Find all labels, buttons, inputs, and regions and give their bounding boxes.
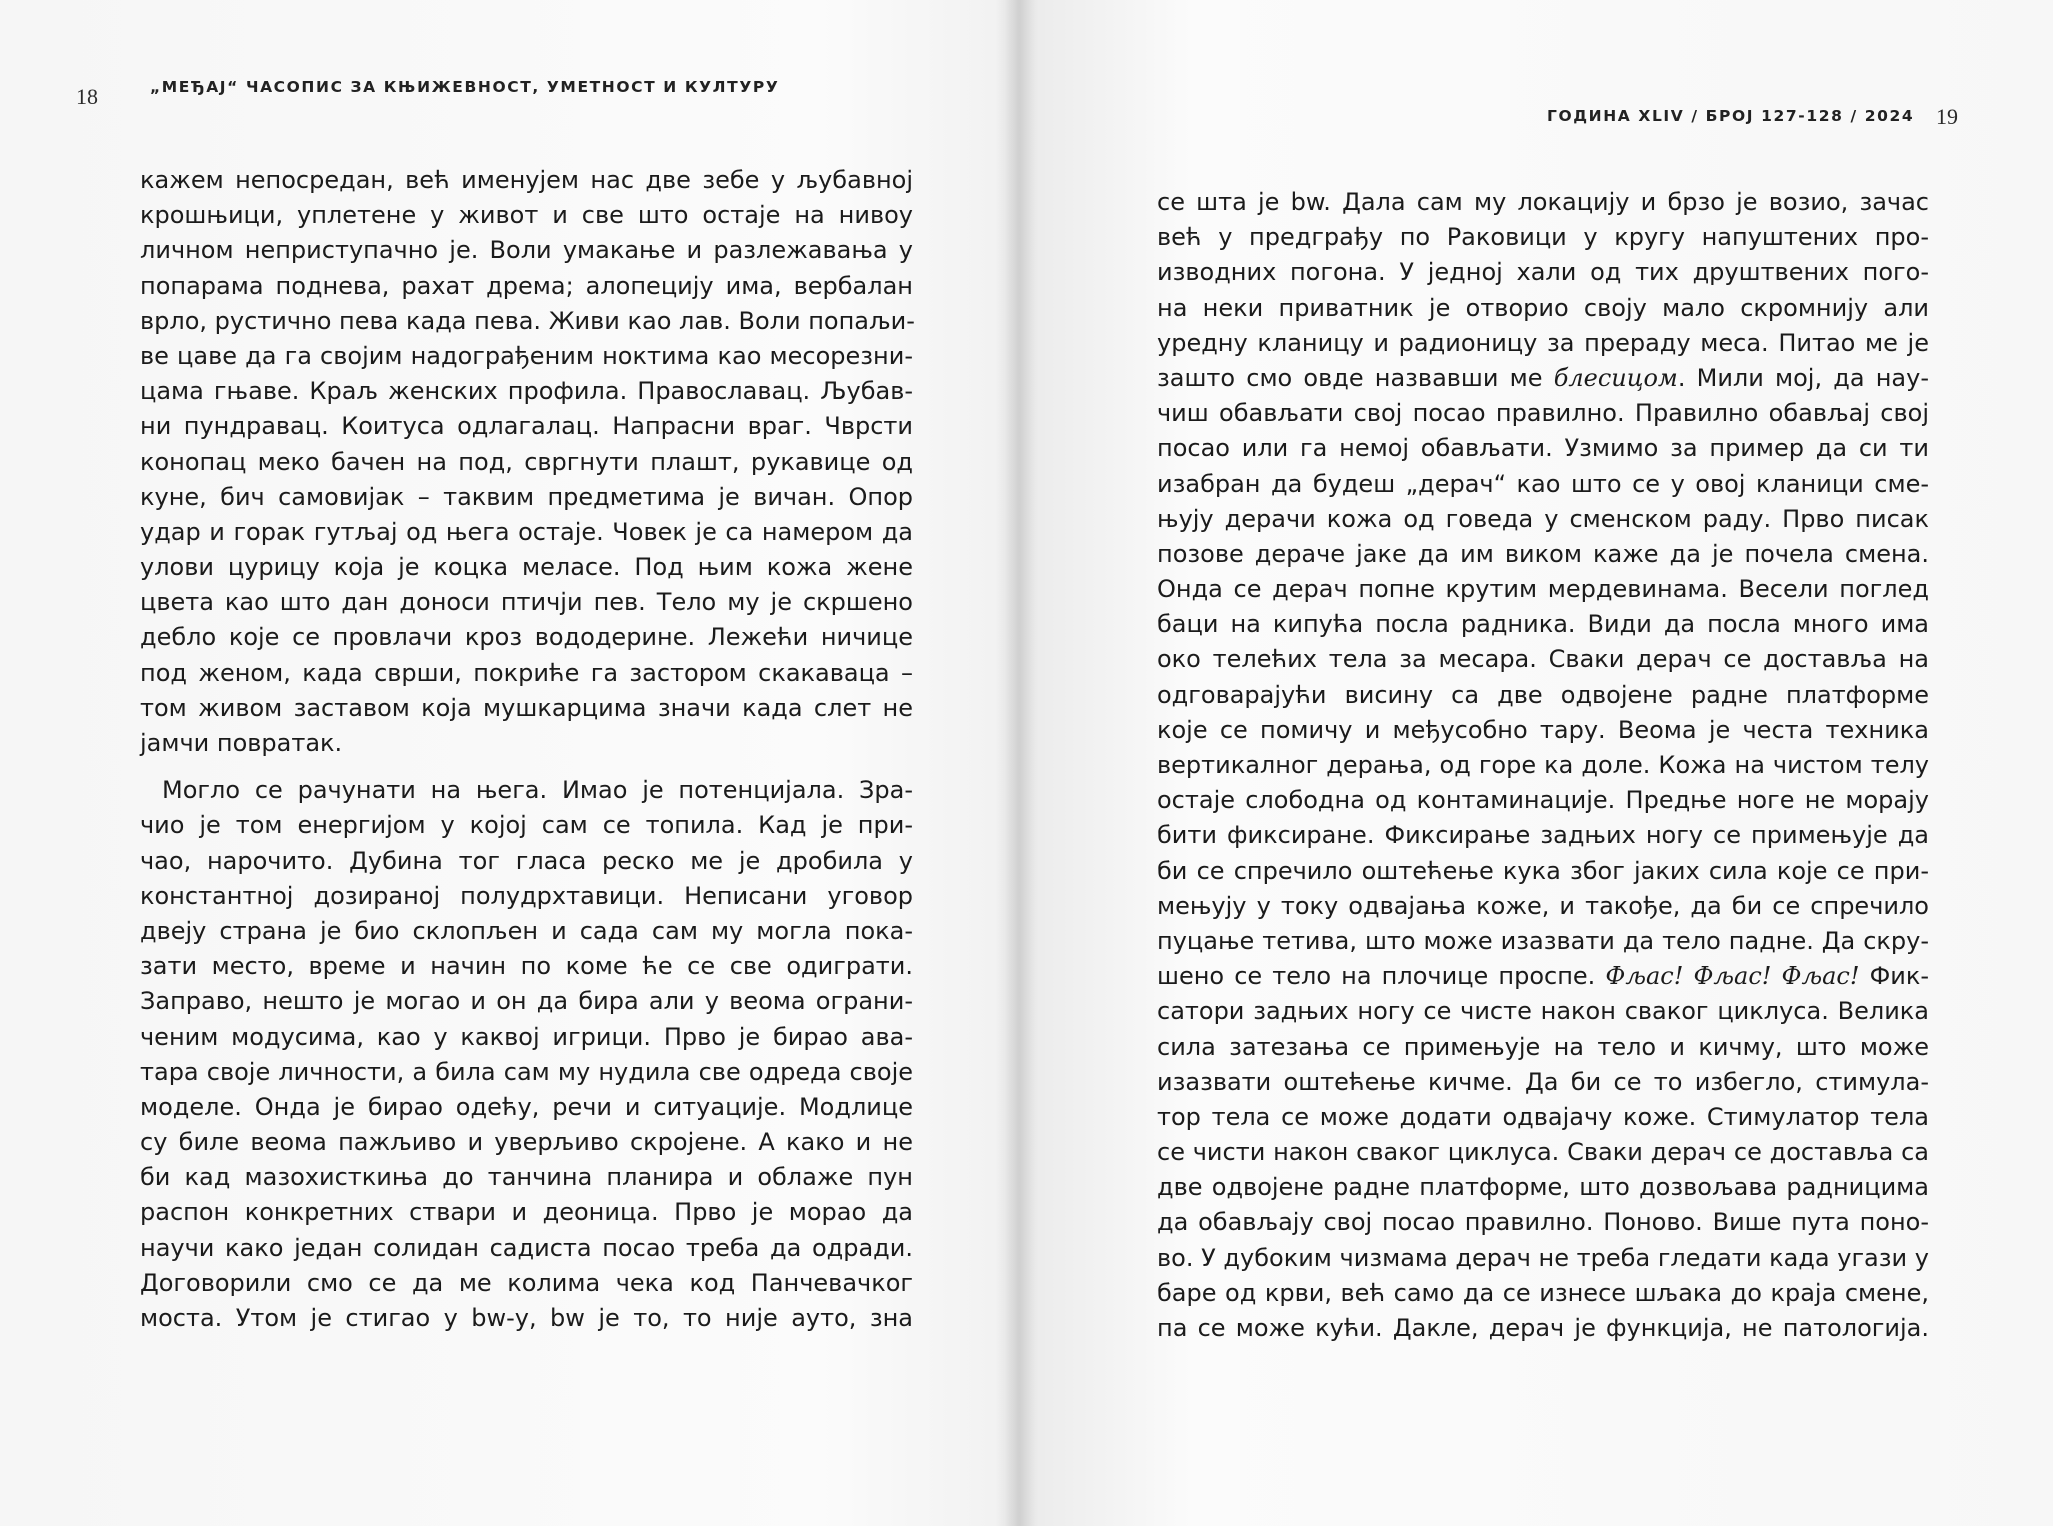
text-line: ни пундравац. Коитуса одлагалац. Напрасни враг. Чврсти: [140, 412, 913, 441]
text-line: [1157, 959, 1929, 994]
text-line: би се спречило оштећење кука због јаких сила које се при-: [1157, 856, 1929, 885]
text-line: сатори задњих ногу се чисте након сваког циклуса. Велика: [1157, 997, 1929, 1026]
italic-text-run: блесицом: [1553, 363, 1678, 392]
left-page-number: 18: [76, 84, 98, 109]
text-line: чиш обављати свој посао правилно. Правилно обављај свој: [1157, 399, 1929, 428]
text-line: изабран да будеш „дерач“ као што се у овој кланици сме-: [1157, 469, 1929, 498]
text-line: мењују у току одвајања коже, и такође, да би се спречило: [1157, 891, 1929, 920]
text-line: дебло које се провлачи кроз вододерине. Лежећи ничице: [140, 623, 913, 652]
text-line: на неки приватник је отворио своју мало скромнију али: [1157, 293, 1929, 322]
text-line: које се помичу и међусобно тару. Веома је честа техника: [1157, 715, 1929, 744]
text-line: око телећих тела за месара. Сваки дерач се доставља на: [1157, 645, 1929, 674]
text-line: Онда се дерач попне крутим мердевинама. Весели поглед: [1157, 575, 1929, 604]
text-line: под женом, када сврши, покриће га застором скакаваца –: [140, 658, 913, 687]
text-line: ченим модусима, као у каквој игрици. Прво је бирао ава-: [140, 1022, 913, 1051]
text-line: цвета као што дан доноси птичји пев. Тело му је скршено: [140, 588, 913, 617]
text-line: удар и горак гутљај од њега остаје. Човек је са намером да: [140, 517, 913, 546]
text-line: вертикалног дерања, од горе ка доле. Кожа на чистом телу: [1157, 751, 1929, 779]
right-page-number: 19: [1936, 104, 1958, 129]
text-line: су биле веома пажљиво и уверљиво скројене. А како и не: [140, 1128, 913, 1157]
text-line: Заправо, нешто је могао и он да бира али у веома ограни-: [140, 987, 913, 1016]
text-line: распон конкретних ствари и деоница. Прво је морао да: [140, 1198, 913, 1227]
left-page-body: [140, 163, 913, 1336]
text-line: остаје слободна од контаминације. Предње ноге не морају: [1157, 786, 1929, 815]
text-line: чио је том енергијом у којој сам се топила. Кад је при-: [140, 811, 913, 840]
text-line: куне, бич самовијак – таквим предметима је вичан. Опор: [140, 482, 913, 511]
text-line: изводних погона. У једној хали од тих друштвених пого-: [1157, 258, 1929, 287]
text-line: бити фиксиране. Фиксирање задњих ногу се примењује да: [1157, 821, 1929, 850]
text-line: њују дерачи кожа од говеда у сменском раду. Прво писак: [1157, 504, 1929, 533]
text-line: кажем непосредан, већ именујем нас две зебе у љубавној: [140, 166, 913, 194]
text-line: Могло се рачунати на њега. Имао је потенцијала. Зра-: [162, 776, 913, 805]
text-line: баци на кипућа посла радника. Види да посла много има: [1157, 610, 1929, 639]
text-line: посао или га немој обављати. Узмимо за пример да си ти: [1157, 434, 1929, 463]
text-line: Договорили смо се да ме колима чека код Панчевачког: [140, 1268, 913, 1297]
text-line: баре од крви, већ само да се изнесе шљака до краја смене,: [1157, 1278, 1929, 1307]
text-line: сила затезања се примењује на тело и кичму, што може: [1157, 1032, 1929, 1061]
text-line: јамчи повратак.: [140, 729, 343, 757]
text-line: двеју страна је био склопљен и сада сам му могла пока-: [140, 916, 913, 945]
text-line: одговарајући висину са две одвојене радне платформе: [1157, 680, 1929, 709]
text-line: па се може кући. Дакле, дерач је функција, не патологија.: [1157, 1314, 1929, 1342]
text-line: чао, нарочито. Дубина тог гласа реско ме је дробила у: [140, 846, 913, 875]
right-page-body: [1157, 185, 1929, 1346]
text-line: изазвати оштећење кичме. Да би се то избегло, стимула-: [1157, 1067, 1929, 1096]
left-running-head: „МЕЂАЈ“ ЧАСОПИС ЗА КЊИЖЕВНОСТ, УМЕТНОСТ И КУЛТУРУ: [150, 78, 780, 96]
text-line: врло, рустично пева када пева. Живи као лав. Воли попаљи-: [140, 306, 915, 335]
text-line: уредну кланицу и радионицу за прераду меса. Питао ме је: [1157, 328, 1929, 357]
text-line: се чисти након сваког циклуса. Сваки дерач се доставља са: [1157, 1138, 1929, 1167]
text-line: већ у предграђу по Раковици у кругу напуштених про-: [1157, 223, 1929, 252]
text-line: ве цаве да га својим надограђеним ноктима као месорезни-: [140, 341, 913, 370]
text-line: да обављају свој посао правилно. Поново. Више пута поно-: [1157, 1208, 1929, 1237]
text-line: константној дозираној полудрхтавици. Неписани уговор: [140, 881, 913, 910]
text-line: моделе. Онда је бирао одећу, речи и ситуације. Модлице: [140, 1092, 913, 1121]
text-line: попарама поднева, рахат дрема; алопецију има, вербалан: [140, 271, 913, 300]
text-line: моста. Утом је стигао у bw-у, bw је то, то није ауто, зна: [140, 1304, 913, 1332]
text-line: позове дераче јаке да им виком каже да је почела смена.: [1157, 539, 1929, 568]
text-run: . Мили мој, да нау-: [1677, 363, 1929, 392]
text-line: крошњици, уплетене у живот и све што остаје на нивоу: [140, 201, 913, 230]
text-line: две одвојене радне платформе, што дозвољава радницима: [1157, 1173, 1929, 1202]
text-line: пуцање тетива, што може изазвати да тело падне. Да скру-: [1157, 926, 1929, 955]
text-line: зати место, време и начин по коме ће се све одиграти.: [140, 952, 913, 981]
text-line: том живом заставом која мушкарцима значи када слет не: [140, 693, 913, 722]
text-line: [1157, 361, 1929, 396]
italic-text-run: Фљас! Фљас! Фљас!: [1605, 962, 1860, 991]
book-gutter: [1005, 0, 1035, 1526]
text-line: улови цурицу која је коцка меласе. Под њим кожа жене: [140, 553, 913, 582]
text-line: во. У дубоким чизмама дерач не треба гледати када угази у: [1157, 1243, 1929, 1272]
right-running-head: ГОДИНА XLIV / БРОЈ 127-128 / 2024: [1547, 107, 1915, 125]
text-line: личном неприступачно је. Воли умакање и разлежавања у: [140, 236, 913, 265]
text-line: тара своје личности, а била сам му нудила све одреда своје: [140, 1057, 913, 1086]
text-line: цама гњаве. Краљ женских профила. Православац. Љубав-: [140, 377, 913, 406]
text-run: шено се тело на плочице проспе.: [1157, 962, 1606, 991]
text-run: зашто смо овде назвавши ме: [1157, 363, 1554, 392]
text-line: конопац меко бачен на под, свргнути плашт, рукавице од: [140, 447, 913, 476]
text-line: би кад мазохисткиња до танчина планира и облаже пун: [140, 1163, 913, 1192]
text-run: Фик-: [1859, 962, 1929, 991]
paragraph-gap: [140, 761, 913, 773]
text-line: тор тела се може додати одвајачу коже. Стимулатор тела: [1157, 1102, 1929, 1131]
text-line: се шта је bw. Дала сам му локацију и брзо је возио, зачас: [1157, 188, 1929, 216]
text-line: научи како један солидан садиста посао треба да одради.: [140, 1233, 913, 1262]
